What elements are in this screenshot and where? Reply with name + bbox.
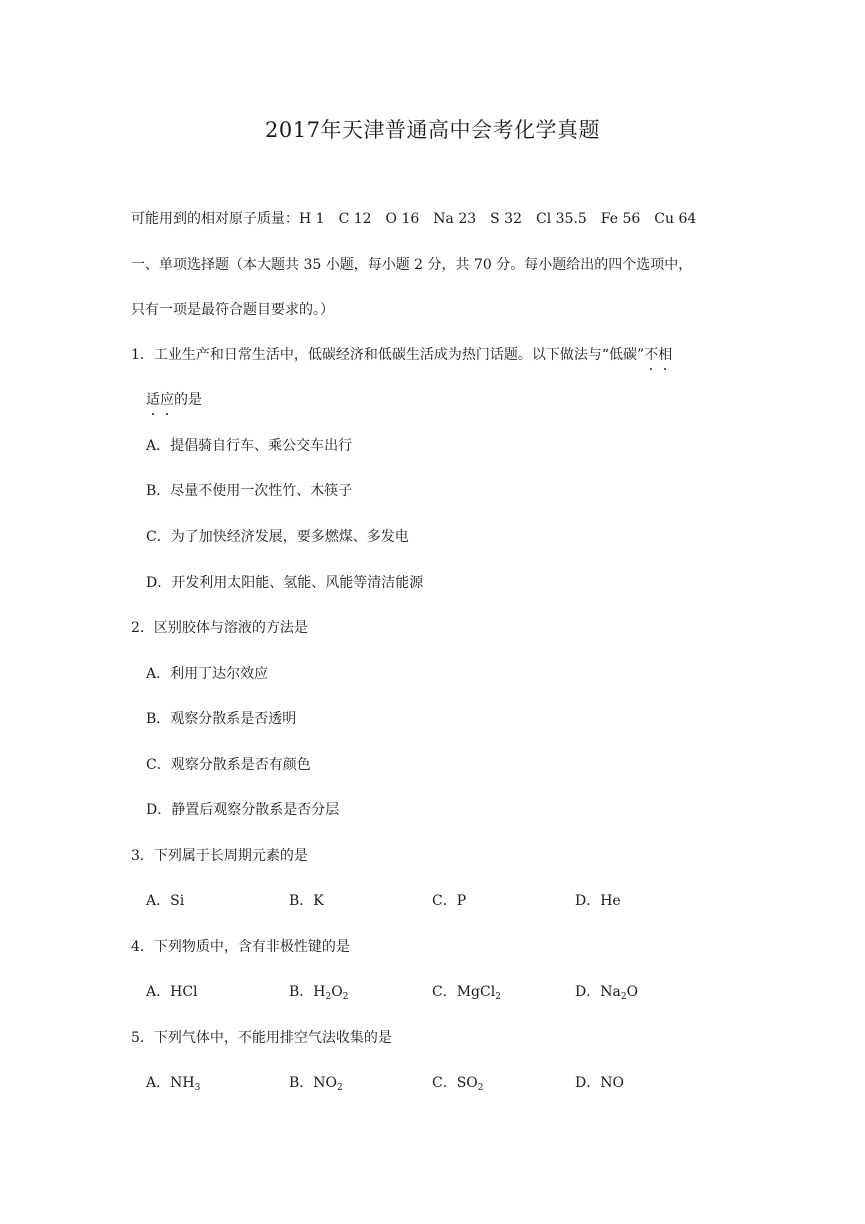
question-4-option-a: A．HCl — [146, 984, 198, 1000]
question-4-option-b — [289, 982, 348, 1002]
question-1-option-b: B．尽量不使用一次性竹、木筷子 — [146, 483, 353, 499]
subscript: 3 — [194, 1083, 201, 1093]
question-2-stem: 2．区别胶体与溶液的方法是 — [131, 620, 308, 636]
question-5-options — [0, 1073, 865, 1093]
subscript: 2 — [477, 1083, 484, 1093]
question-1-option-c: C．为了加快经济发展，要多燃煤、多发电 — [146, 529, 409, 545]
question-1-option-a: A．提倡骑自行车、乘公交车出行 — [146, 438, 353, 454]
formula-text: C．MgCl — [432, 984, 496, 1000]
formula-text: O — [331, 984, 343, 1000]
subscript: 2 — [620, 992, 627, 1002]
question-5-option-c — [432, 1073, 484, 1093]
question-3-option-a: A．Si — [146, 893, 185, 909]
question-2-option-d: D．静置后观察分散系是否分层 — [146, 802, 340, 818]
emphasis-char: 相 — [658, 347, 673, 363]
section-heading-line-1: 一、单项选择题（本大题共 35 小题，每小题 2 分，共 70 分。每小题给出的四个选项中， — [131, 257, 693, 273]
question-4-option-d — [575, 982, 638, 1002]
subscript: 2 — [325, 992, 332, 1002]
question-3-option-b: B．K — [289, 893, 324, 909]
formula-text: O — [626, 984, 639, 1000]
question-4-options — [0, 982, 865, 1002]
formula-text: C．SO — [432, 1075, 478, 1091]
question-3-stem: 3．下列属于长周期元素的是 — [131, 848, 308, 864]
question-4-option-c — [432, 982, 501, 1002]
question-2-option-c: C．观察分散系是否有颜色 — [146, 757, 311, 773]
question-5-option-d: D．NO — [575, 1075, 624, 1091]
emphasis-char: 不 — [644, 347, 659, 363]
atomic-masses-line: 可能用到的相对原子质量：H 1 C 12 O 16 Na 23 S 32 Cl 35.5 Fe 56 Cu 64 — [131, 211, 697, 227]
question-3-options — [0, 891, 865, 911]
formula-text: B．NO — [289, 1075, 338, 1091]
formula-text: A．NH — [146, 1075, 195, 1091]
emphasis-char: 适 — [146, 392, 160, 408]
question-1-stem — [131, 345, 672, 365]
formula-text: B．H — [289, 984, 326, 1000]
formula-text: D．Na — [575, 984, 621, 1000]
page-title: 2017年天津普通高中会考化学真题 — [265, 118, 600, 142]
question-5-option-a — [146, 1073, 200, 1093]
question-1-stem-tail: 的是 — [174, 392, 202, 408]
question-2-option-b: B．观察分散系是否透明 — [146, 711, 297, 727]
question-5-stem: 5．下列气体中，不能用排空气法收集的是 — [131, 1030, 392, 1046]
question-2-option-a: A．利用丁达尔效应 — [146, 666, 269, 682]
section-heading-line-2: 只有一项是最符合题目要求的。） — [131, 302, 334, 318]
question-3-option-d: D．He — [575, 893, 621, 909]
question-3-option-c: C．P — [432, 893, 467, 909]
question-1-option-d: D．开发利用太阳能、氢能、风能等清洁能源 — [146, 575, 424, 591]
question-5-option-b — [289, 1073, 343, 1093]
question-1-stem-text: 1．工业生产和日常生活中，低碳经济和低碳生活成为热门话题。以下做法与“低碳” — [131, 347, 645, 363]
subscript: 2 — [495, 992, 501, 1002]
subscript: 2 — [342, 992, 349, 1002]
question-1-stem-cont — [146, 390, 202, 410]
emphasis-char: 应 — [160, 392, 174, 408]
question-4-stem: 4．下列物质中，含有非极性键的是 — [131, 939, 350, 955]
subscript: 2 — [337, 1083, 343, 1093]
